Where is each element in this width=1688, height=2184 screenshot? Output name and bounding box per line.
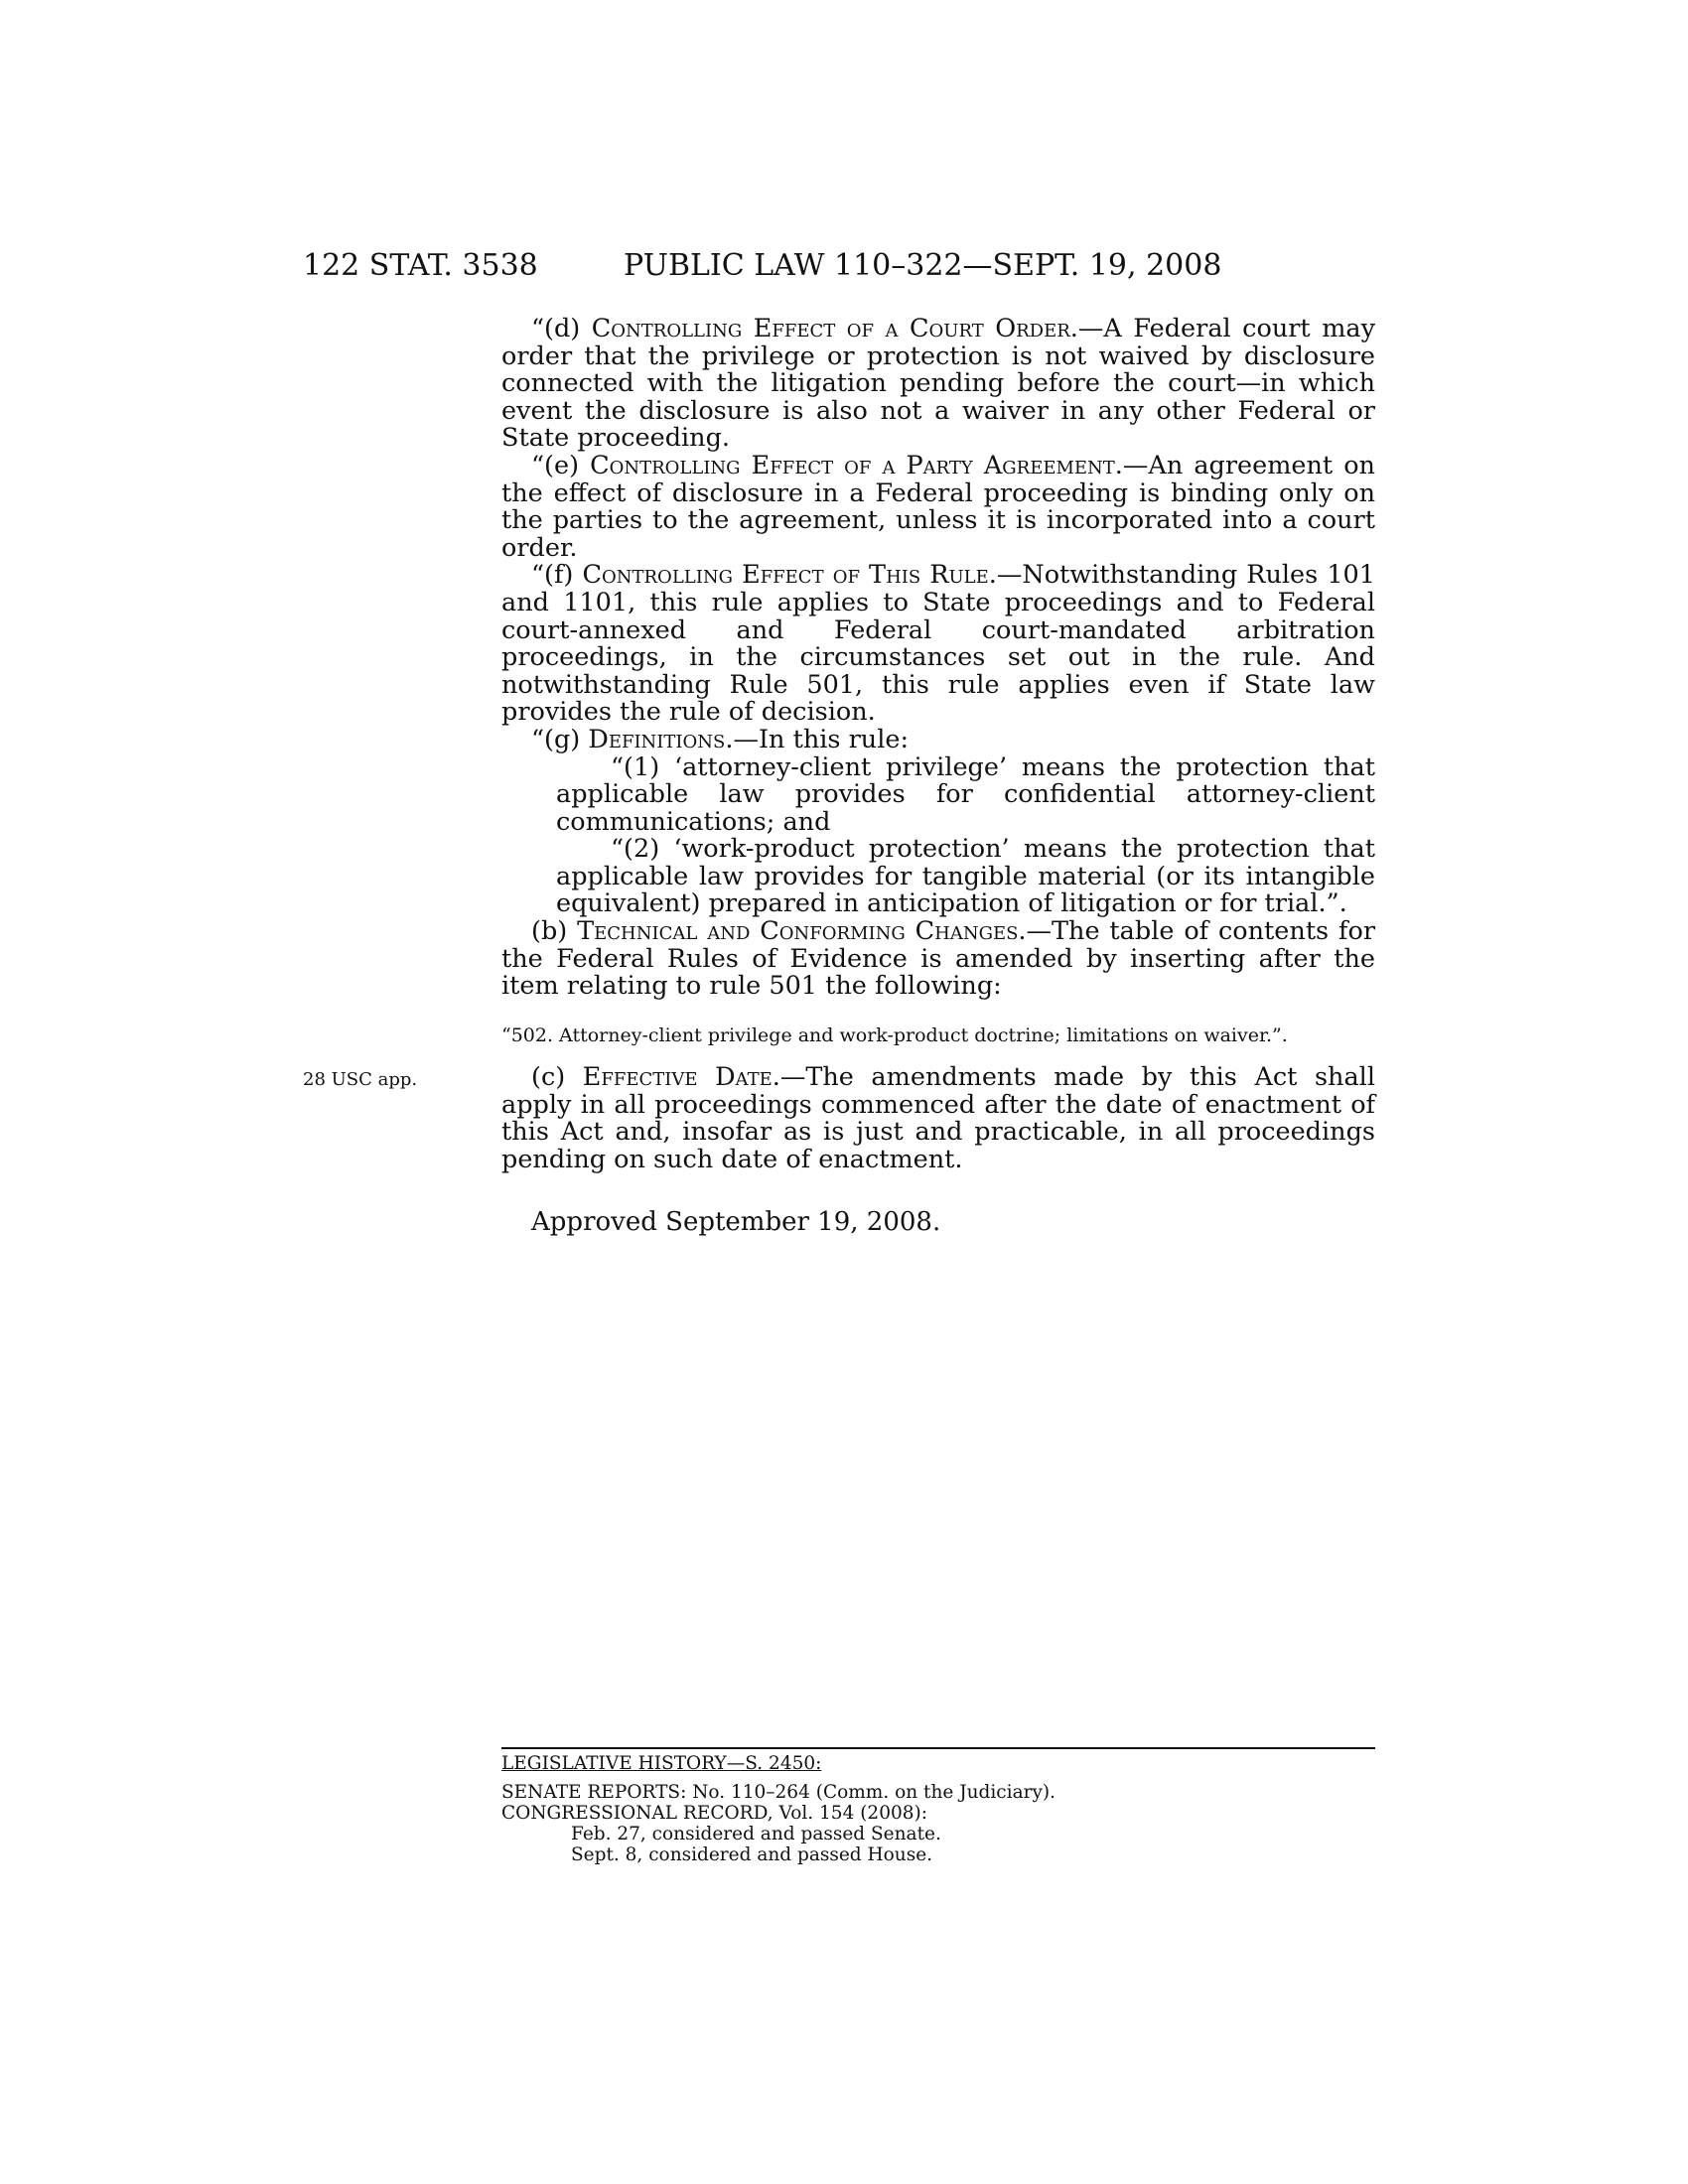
legislative-history-title: LEGISLATIVE HISTORY—S. 2450:	[501, 1753, 822, 1774]
action-item: Feb. 27, considered and passed Senate.	[571, 1824, 941, 1844]
approval-line: Approved September 19, 2008.	[531, 1207, 941, 1237]
toc-item: “502. Attorney-client privilege and work-product doctrine; limitations on waiver.”.	[501, 1024, 1288, 1046]
footer-divider	[501, 1747, 1375, 1749]
action-item: Sept. 8, considered and passed House.	[571, 1844, 933, 1865]
amendment-text-block	[501, 316, 1375, 1001]
page-header	[303, 246, 1375, 286]
definitions-list	[501, 751, 1375, 919]
congressional-record: CONGRESSIONAL RECORD, Vol. 154 (2008):	[501, 1803, 927, 1824]
section-c-block	[501, 1064, 1375, 1173]
margin-note: 28 USC app.	[303, 1069, 418, 1090]
section-c: (c) Effective Date.—The amendments made by this Act shall apply in all proceedings commenced after the date of enactment of this Act and, insofar as is just and practicable, in all proceedings pending on such date of enactment.	[501, 1062, 1375, 1174]
section-e: “(e) Controlling Effect of a Party Agreement.—An agreement on the effect of disclosure in a Federal proceeding is binding only on the parties to the agreement, unless it is incorporated into a court order.	[501, 450, 1375, 563]
definition-item: “(1) ‘attorney-client privilege’ means the protection that applicable law provides for confidential attorney-client communications; and	[556, 751, 1375, 837]
definition-item: “(2) ‘work-product protection’ means the protection that applicable law provides for tangible material (or its intangible equivalent) prepared in anticipation of litigation or for trial.”.	[556, 834, 1375, 919]
section-g: “(g) Definitions.—In this rule:	[531, 724, 910, 754]
public-law-title: PUBLIC LAW 110–322—SEPT. 19, 2008	[624, 248, 1222, 283]
legislative-history	[501, 1753, 1375, 1865]
section-d: “(d) Controlling Effect of a Court Order.—A Federal court may order that the privilege or protection is not waived by disclosure connected with the litigation pending before the court—in which event the disclosure is also not a waiver in any other Federal or State proceeding.	[501, 314, 1375, 454]
section-c-heading: Effective Date.	[582, 1062, 780, 1092]
senate-reports: SENATE REPORTS: No. 110–264 (Comm. on the Judiciary).	[501, 1782, 1055, 1803]
section-g-heading: Definitions.	[588, 724, 734, 754]
stat-citation: 122 STAT. 3538	[303, 248, 538, 283]
section-e-heading: Controlling Effect of a Party Agreement.	[590, 450, 1123, 480]
section-b-heading: Technical and Conforming Changes.	[577, 916, 1027, 947]
section-f-heading: Controlling Effect of This Rule.	[582, 560, 997, 591]
section-d-heading: Controlling Effect of a Court Order.	[591, 314, 1078, 343]
section-f: “(f) Controlling Effect of This Rule.—Notwithstanding Rules 101 and 1101, this rule applies to State proceedings and to Federal court-annexed and Federal court-mandated arbitration proceedings, in the circumstances set out in the rule. And notwithstanding Rule 501, this rule applies even if State law provides the rule of decision.	[501, 560, 1375, 728]
section-b: (b) Technical and Conforming Changes.—The table of contents for the Federal Rules of Evidence is amended by inserting after the item relating to rule 501 the following:	[501, 916, 1376, 1002]
